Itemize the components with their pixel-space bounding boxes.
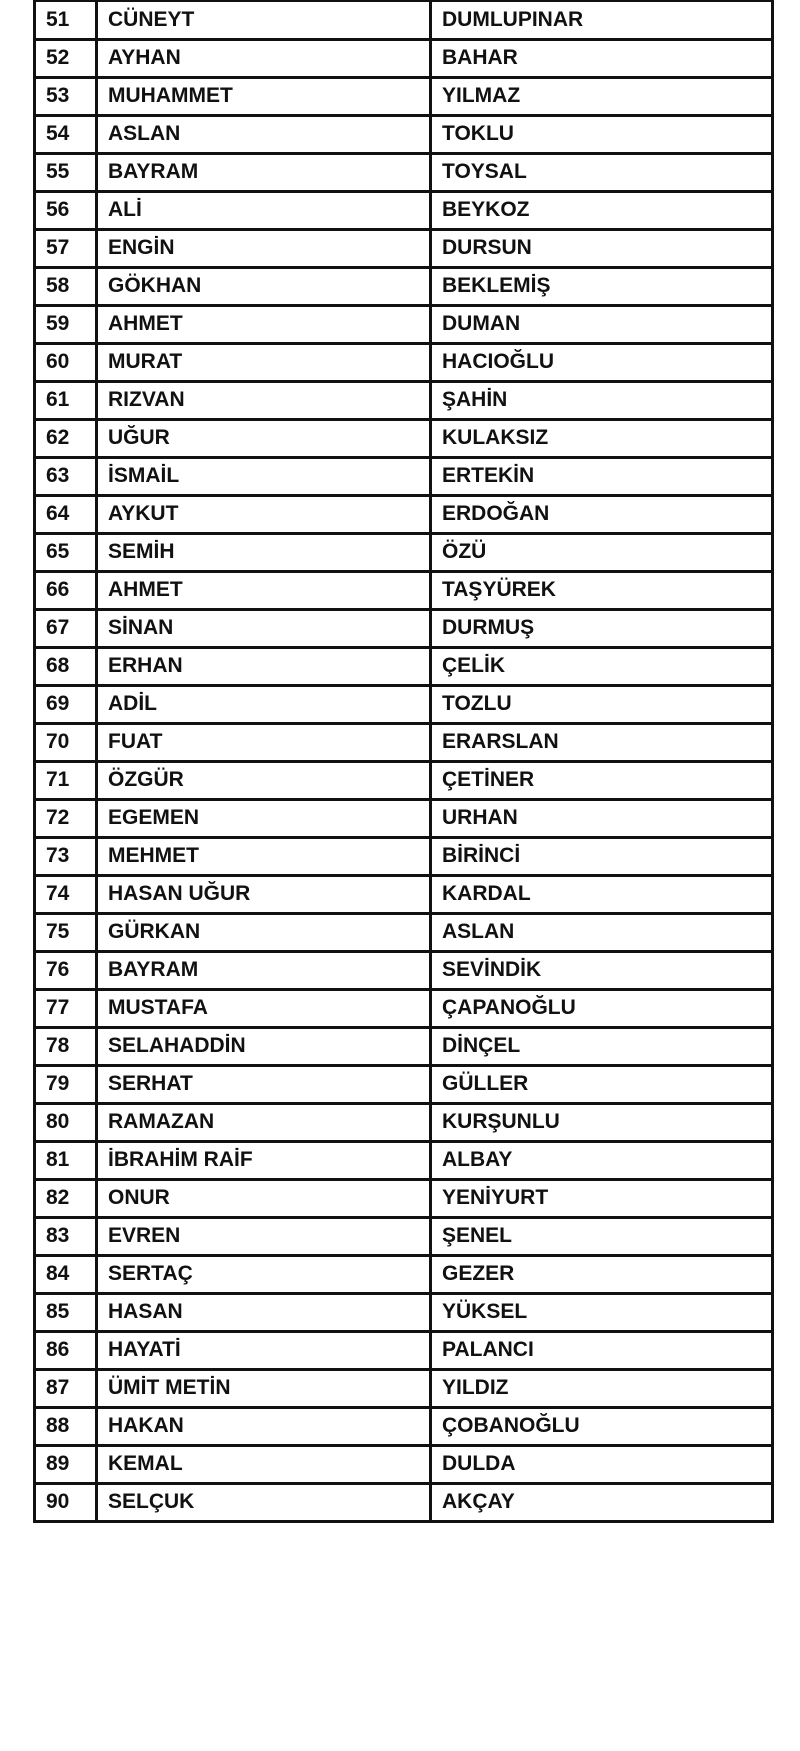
first-name-cell: SERHAT <box>97 1065 431 1103</box>
last-name-cell: ÇAPANOĞLU <box>431 989 773 1027</box>
row-number-cell: 77 <box>35 989 97 1027</box>
row-number-cell: 78 <box>35 1027 97 1065</box>
first-name-cell: RAMAZAN <box>97 1103 431 1141</box>
row-number-cell: 70 <box>35 723 97 761</box>
last-name-cell: HACIOĞLU <box>431 343 773 381</box>
first-name-cell: SELAHADDİN <box>97 1027 431 1065</box>
last-name-cell: SEVİNDİK <box>431 951 773 989</box>
first-name-cell: HAKAN <box>97 1407 431 1445</box>
table-row <box>35 647 773 685</box>
table-row <box>35 1179 773 1217</box>
table-row <box>35 457 773 495</box>
last-name-cell: TOYSAL <box>431 153 773 191</box>
table-row <box>35 1445 773 1483</box>
last-name-cell: YILMAZ <box>431 77 773 115</box>
last-name-cell: ERDOĞAN <box>431 495 773 533</box>
first-name-cell: ENGİN <box>97 229 431 267</box>
table-row <box>35 913 773 951</box>
first-name-cell: ONUR <box>97 1179 431 1217</box>
table-row <box>35 1483 773 1521</box>
table-row <box>35 229 773 267</box>
last-name-cell: ÇETİNER <box>431 761 773 799</box>
table-row <box>35 609 773 647</box>
table-row <box>35 685 773 723</box>
first-name-cell: HASAN <box>97 1293 431 1331</box>
table-row <box>35 1141 773 1179</box>
table-row <box>35 267 773 305</box>
table-row <box>35 1217 773 1255</box>
table-row <box>35 343 773 381</box>
table-body <box>35 1 773 1521</box>
first-name-cell: ÖZGÜR <box>97 761 431 799</box>
table-row <box>35 191 773 229</box>
first-name-cell: BAYRAM <box>97 153 431 191</box>
first-name-cell: ADİL <box>97 685 431 723</box>
last-name-cell: PALANCI <box>431 1331 773 1369</box>
last-name-cell: TOZLU <box>431 685 773 723</box>
last-name-cell: DUMAN <box>431 305 773 343</box>
last-name-cell: URHAN <box>431 799 773 837</box>
table-row <box>35 495 773 533</box>
row-number-cell: 59 <box>35 305 97 343</box>
first-name-cell: SEMİH <box>97 533 431 571</box>
first-name-cell: GÜRKAN <box>97 913 431 951</box>
first-name-cell: UĞUR <box>97 419 431 457</box>
first-name-cell: İBRAHİM RAİF <box>97 1141 431 1179</box>
first-name-cell: KEMAL <box>97 1445 431 1483</box>
first-name-cell: MURAT <box>97 343 431 381</box>
table-row <box>35 989 773 1027</box>
last-name-cell: BAHAR <box>431 39 773 77</box>
table-row <box>35 1103 773 1141</box>
table-row <box>35 1065 773 1103</box>
table-row <box>35 115 773 153</box>
last-name-cell: KARDAL <box>431 875 773 913</box>
first-name-cell: EGEMEN <box>97 799 431 837</box>
table-row <box>35 1407 773 1445</box>
first-name-cell: İSMAİL <box>97 457 431 495</box>
first-name-cell: AHMET <box>97 305 431 343</box>
row-number-cell: 71 <box>35 761 97 799</box>
row-number-cell: 61 <box>35 381 97 419</box>
last-name-cell: ŞENEL <box>431 1217 773 1255</box>
first-name-cell: MUHAMMET <box>97 77 431 115</box>
last-name-cell: ÇOBANOĞLU <box>431 1407 773 1445</box>
last-name-cell: ASLAN <box>431 913 773 951</box>
table-row <box>35 1331 773 1369</box>
table-row <box>35 419 773 457</box>
table-row <box>35 381 773 419</box>
first-name-cell: ASLAN <box>97 115 431 153</box>
last-name-cell: ÖZÜ <box>431 533 773 571</box>
row-number-cell: 87 <box>35 1369 97 1407</box>
first-name-cell: AYHAN <box>97 39 431 77</box>
row-number-cell: 68 <box>35 647 97 685</box>
row-number-cell: 62 <box>35 419 97 457</box>
table-row <box>35 837 773 875</box>
first-name-cell: MEHMET <box>97 837 431 875</box>
last-name-cell: YÜKSEL <box>431 1293 773 1331</box>
last-name-cell: ÇELİK <box>431 647 773 685</box>
first-name-cell: AHMET <box>97 571 431 609</box>
table-row <box>35 951 773 989</box>
row-number-cell: 57 <box>35 229 97 267</box>
last-name-cell: DURMUŞ <box>431 609 773 647</box>
last-name-cell: ALBAY <box>431 1141 773 1179</box>
row-number-cell: 84 <box>35 1255 97 1293</box>
row-number-cell: 63 <box>35 457 97 495</box>
row-number-cell: 81 <box>35 1141 97 1179</box>
last-name-cell: ERTEKİN <box>431 457 773 495</box>
last-name-cell: GEZER <box>431 1255 773 1293</box>
last-name-cell: DULDA <box>431 1445 773 1483</box>
row-number-cell: 89 <box>35 1445 97 1483</box>
row-number-cell: 55 <box>35 153 97 191</box>
table-row <box>35 153 773 191</box>
row-number-cell: 52 <box>35 39 97 77</box>
table-row <box>35 1369 773 1407</box>
row-number-cell: 75 <box>35 913 97 951</box>
first-name-cell: HASAN UĞUR <box>97 875 431 913</box>
table-row <box>35 761 773 799</box>
row-number-cell: 58 <box>35 267 97 305</box>
row-number-cell: 69 <box>35 685 97 723</box>
row-number-cell: 83 <box>35 1217 97 1255</box>
table-row <box>35 571 773 609</box>
row-number-cell: 66 <box>35 571 97 609</box>
table-row <box>35 39 773 77</box>
table-row <box>35 533 773 571</box>
last-name-cell: KULAKSIZ <box>431 419 773 457</box>
row-number-cell: 88 <box>35 1407 97 1445</box>
first-name-cell: SELÇUK <box>97 1483 431 1521</box>
first-name-cell: HAYATİ <box>97 1331 431 1369</box>
table-row <box>35 875 773 913</box>
last-name-cell: ŞAHİN <box>431 381 773 419</box>
table-row <box>35 1255 773 1293</box>
last-name-cell: BEYKOZ <box>431 191 773 229</box>
table-row <box>35 799 773 837</box>
last-name-cell: DURSUN <box>431 229 773 267</box>
last-name-cell: DUMLUPINAR <box>431 1 773 39</box>
table-row <box>35 1 773 39</box>
first-name-cell: GÖKHAN <box>97 267 431 305</box>
last-name-cell: BİRİNCİ <box>431 837 773 875</box>
row-number-cell: 64 <box>35 495 97 533</box>
row-number-cell: 51 <box>35 1 97 39</box>
last-name-cell: AKÇAY <box>431 1483 773 1521</box>
last-name-cell: KURŞUNLU <box>431 1103 773 1141</box>
row-number-cell: 72 <box>35 799 97 837</box>
table-row <box>35 1027 773 1065</box>
first-name-cell: SİNAN <box>97 609 431 647</box>
first-name-cell: CÜNEYT <box>97 1 431 39</box>
first-name-cell: ÜMİT METİN <box>97 1369 431 1407</box>
first-name-cell: RIZVAN <box>97 381 431 419</box>
first-name-cell: ALİ <box>97 191 431 229</box>
table-row <box>35 1293 773 1331</box>
row-number-cell: 79 <box>35 1065 97 1103</box>
table-row <box>35 77 773 115</box>
first-name-cell: BAYRAM <box>97 951 431 989</box>
first-name-cell: SERTAÇ <box>97 1255 431 1293</box>
first-name-cell: ERHAN <box>97 647 431 685</box>
last-name-cell: TOKLU <box>431 115 773 153</box>
row-number-cell: 54 <box>35 115 97 153</box>
last-name-cell: ERARSLAN <box>431 723 773 761</box>
row-number-cell: 76 <box>35 951 97 989</box>
row-number-cell: 73 <box>35 837 97 875</box>
row-number-cell: 80 <box>35 1103 97 1141</box>
first-name-cell: AYKUT <box>97 495 431 533</box>
row-number-cell: 85 <box>35 1293 97 1331</box>
first-name-cell: FUAT <box>97 723 431 761</box>
last-name-cell: YILDIZ <box>431 1369 773 1407</box>
row-number-cell: 67 <box>35 609 97 647</box>
last-name-cell: GÜLLER <box>431 1065 773 1103</box>
first-name-cell: EVREN <box>97 1217 431 1255</box>
table-row <box>35 723 773 761</box>
row-number-cell: 90 <box>35 1483 97 1521</box>
row-number-cell: 74 <box>35 875 97 913</box>
table-row <box>35 305 773 343</box>
row-number-cell: 82 <box>35 1179 97 1217</box>
last-name-cell: BEKLEMİŞ <box>431 267 773 305</box>
last-name-cell: DİNÇEL <box>431 1027 773 1065</box>
row-number-cell: 56 <box>35 191 97 229</box>
row-number-cell: 86 <box>35 1331 97 1369</box>
last-name-cell: TAŞYÜREK <box>431 571 773 609</box>
first-name-cell: MUSTAFA <box>97 989 431 1027</box>
last-name-cell: YENİYURT <box>431 1179 773 1217</box>
row-number-cell: 53 <box>35 77 97 115</box>
name-table <box>33 0 774 1523</box>
row-number-cell: 60 <box>35 343 97 381</box>
row-number-cell: 65 <box>35 533 97 571</box>
